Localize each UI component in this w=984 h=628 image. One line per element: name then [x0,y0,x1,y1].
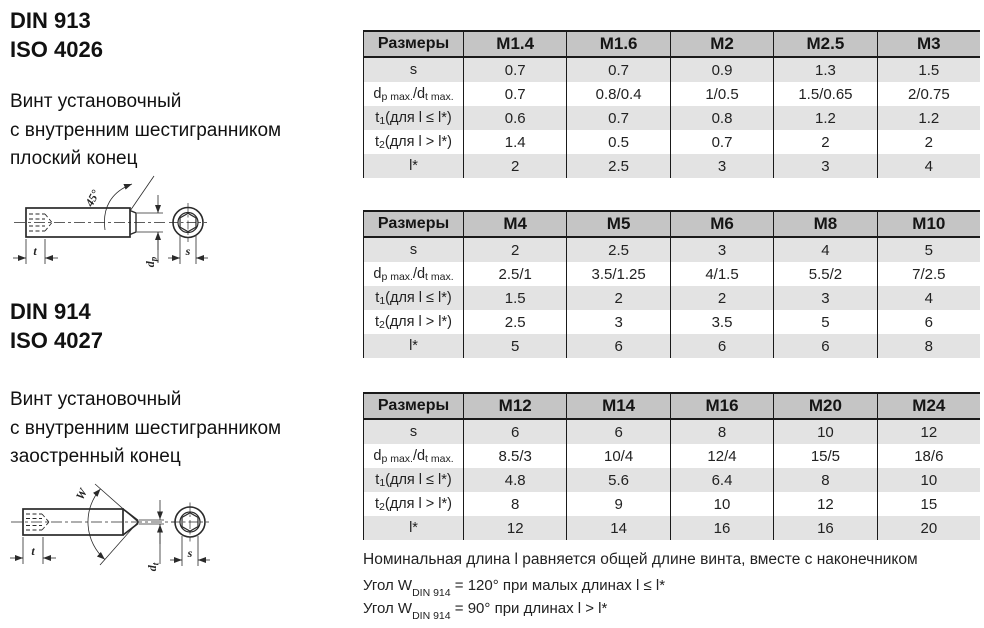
dimension-value: 1.5/0.65 [773,82,876,106]
dimension-value: 9 [566,492,669,516]
row-label [363,82,463,106]
table-row [363,262,980,286]
column-header: M12 [463,394,566,418]
label-subscript: 2 [379,500,385,513]
standard-line: ISO 4027 [10,328,103,353]
label-text: t [375,134,380,150]
label-text: s [409,424,418,440]
description-line: Винт установочный [10,91,182,112]
dimension-value: 3 [670,154,773,178]
standard-heading-din913 [10,6,103,64]
dimension-value: 6 [670,334,773,358]
column-header: M1.4 [463,32,566,56]
dimension-table-m12-m24 [363,392,980,540]
dimension-value: 2.5 [566,154,669,178]
dimension-table-m1.4-m3 [363,30,980,178]
dimension-value: 1.3 [773,58,876,82]
din914-cone-point-drawing [5,470,230,592]
dimension-value: 6 [566,334,669,358]
label-text: Угол W [363,577,413,594]
dimension-value: 5 [773,310,876,334]
label-subscript: t max. [425,452,454,465]
row-label [363,262,463,286]
dimension-value: 6 [566,420,669,444]
label-subscript: 2 [379,138,385,151]
label-text: t [375,496,380,512]
dimension-value: 2.5/1 [463,262,566,286]
dt-dim-label: $d_t$ [145,562,161,572]
dimension-value: 8 [773,468,876,492]
label-text: d [373,86,382,102]
standard-heading-din914 [10,297,103,355]
label-text: t [375,110,380,126]
dimension-value: 1.4 [463,130,566,154]
row-label [363,420,463,444]
row-label [363,310,463,334]
description-line: заостренный конец [10,446,181,467]
label-text: /d [412,266,426,282]
row-label [363,286,463,310]
dimension-value: 5 [877,238,980,262]
dimension-value: 16 [670,516,773,540]
label-text: (для l ≤ l*) [385,110,452,126]
dimension-value: 12 [773,492,876,516]
label-text: l* [409,338,418,354]
description-line: с внутренним шестигранником [10,417,282,439]
dimension-value: 15 [877,492,980,516]
label-text: d [373,266,382,282]
label-subscript: 2 [379,318,385,331]
dimension-value: 0.5 [566,130,669,154]
dimension-value: 8 [877,334,980,358]
t-dim-label: t [31,544,35,558]
label-text: t [375,314,380,330]
column-header: M24 [877,394,980,418]
dimension-value: 2.5 [566,238,669,262]
dimension-value: 1.2 [773,106,876,130]
label-subscript: 1 [379,294,386,307]
angle-note-120 [363,577,666,599]
dimension-value: 3 [566,310,669,334]
dimension-value: 1/0.5 [670,82,773,106]
dimension-value: 3 [670,238,773,262]
label-text: (для l ≤ l*) [385,290,452,306]
label-subscript: DIN 914 [412,587,451,599]
dimension-value: 4 [877,286,980,310]
table-row [363,238,980,262]
table-header-row [363,210,980,238]
dimension-value: 5.5/2 [773,262,876,286]
dimension-value: 16 [773,516,876,540]
label-text: s [409,62,418,78]
label-subscript: 1 [379,476,386,489]
table-row [363,468,980,492]
angle-note-90 [363,600,608,622]
description-din913 [10,88,281,174]
row-label [363,516,463,540]
label-subscript: t max. [425,90,454,103]
angle-w-label: W [72,486,91,503]
table-header-row [363,392,980,420]
column-header: M8 [773,212,876,236]
dimension-value: 10 [670,492,773,516]
table-row [363,82,980,106]
label-subscript: p max. [381,270,413,283]
dimension-value: 12 [463,516,566,540]
dp-dim-label: $d_p$ [143,256,159,268]
dimension-value: 6 [773,334,876,358]
end-view [171,503,209,542]
label-text: (для l > l*) [384,314,452,330]
label-text: = 120° при малых длинах l ≤ l* [450,577,666,594]
label-text: = 90° при длинах l > l* [450,600,608,617]
dimension-value: 0.7 [566,106,669,130]
dimension-value: 2 [463,154,566,178]
dimension-value: 0.9 [670,58,773,82]
column-header: M5 [566,212,669,236]
dimension-value: 2 [670,286,773,310]
dimension-value: 14 [566,516,669,540]
column-header: M2.5 [773,32,876,56]
dimension-value: 4 [773,238,876,262]
dimension-value: 8 [463,492,566,516]
dimension-value: 4 [877,154,980,178]
dimension-value: 8 [670,420,773,444]
dimension-value: 2 [877,130,980,154]
standard-line: ISO 4026 [10,37,103,62]
dimension-value: 6.4 [670,468,773,492]
standard-line: DIN 914 [10,299,91,324]
label-subscript: p max. [381,90,413,103]
s-dim-label: s [185,244,191,258]
standard-line: DIN 913 [10,8,91,33]
table-row [363,492,980,516]
table-row [363,516,980,540]
dimension-value: 1.5 [877,58,980,82]
table-row [363,130,980,154]
label-text: l* [409,520,418,536]
label-text: s [409,242,418,258]
crosshair-centerlines [171,503,209,542]
end-view [169,203,207,242]
dimension-value: 18/6 [877,444,980,468]
dimension-value: 6 [877,310,980,334]
dimension-value: 1.5 [463,286,566,310]
table-row [363,286,980,310]
column-header: M2 [670,32,773,56]
cone-angle-callout [88,484,138,565]
label-text: l* [409,158,418,174]
dimension-value: 10/4 [566,444,669,468]
dimension-value: 3.5/1.25 [566,262,669,286]
label-text: t [375,290,380,306]
table-corner-header: Размеры [363,32,463,56]
t-dim-label: t [33,244,37,258]
row-label [363,468,463,492]
table-row [363,420,980,444]
table-corner-header: Размеры [363,212,463,236]
dimension-value: 12/4 [670,444,773,468]
row-label [363,492,463,516]
dimension-value: 12 [877,420,980,444]
row-label [363,444,463,468]
dimension-value: 1.2 [877,106,980,130]
dimension-value: 3.5 [670,310,773,334]
dimension-value: 6 [463,420,566,444]
label-subscript: t max. [425,270,454,283]
column-header: M4 [463,212,566,236]
nominal-length-note: Номинальная длина l равняется общей длине винта, вместе с наконечником [363,551,918,568]
row-label [363,130,463,154]
row-label [363,154,463,178]
dimension-value: 0.7 [566,58,669,82]
row-label [363,58,463,82]
dimension-value: 2 [463,238,566,262]
label-text: /d [412,448,426,464]
dimension-value: 0.7 [670,130,773,154]
dimension-table-m4-m10 [363,210,980,358]
description-line: Винт установочный [10,389,182,410]
dimension-value: 0.7 [463,58,566,82]
dimension-value: 15/5 [773,444,876,468]
column-header: M1.6 [566,32,669,56]
label-subscript: p max. [381,452,413,465]
dimension-value: 0.8/0.4 [566,82,669,106]
dimension-value: 10 [877,468,980,492]
row-label [363,106,463,130]
column-header: M14 [566,394,669,418]
dt-dimension [139,500,164,564]
table-row [363,444,980,468]
column-header: M20 [773,394,876,418]
label-subscript: DIN 914 [412,610,451,622]
dimension-value: 0.8 [670,106,773,130]
dimension-value: 2 [773,130,876,154]
table-row [363,106,980,130]
dimension-value: 2/0.75 [877,82,980,106]
dimension-value: 2 [566,286,669,310]
table-row [363,58,980,82]
din913-flat-point-drawing [8,170,218,275]
angle-45-label: 45° [82,187,103,209]
label-text: (для l ≤ l*) [385,472,452,488]
description-line: плоский конец [10,148,138,169]
dp-dimension [137,195,163,263]
dimension-value: 3 [773,286,876,310]
description-din914 [10,386,281,472]
column-header: M3 [877,32,980,56]
label-text: d [373,448,382,464]
label-text: (для l > l*) [384,496,452,512]
dimension-value: 20 [877,516,980,540]
dimension-value: 4/1.5 [670,262,773,286]
dimension-value: 5.6 [566,468,669,492]
dimension-value: 5 [463,334,566,358]
column-header: M6 [670,212,773,236]
table-row [363,310,980,334]
label-subscript: 1 [379,114,386,127]
column-header: M10 [877,212,980,236]
label-text: (для l > l*) [384,134,452,150]
row-label [363,334,463,358]
s-dim-label: s [187,546,193,560]
row-label [363,238,463,262]
dimension-value: 7/2.5 [877,262,980,286]
dimension-value: 0.6 [463,106,566,130]
dimension-value: 8.5/3 [463,444,566,468]
table-row [363,334,980,358]
dimension-value: 2.5 [463,310,566,334]
table-header-row [363,30,980,58]
label-text: /d [412,86,426,102]
dimension-value: 10 [773,420,876,444]
column-header: M16 [670,394,773,418]
crosshair-centerlines [169,203,207,242]
dimension-value: 4.8 [463,468,566,492]
label-text: t [375,472,380,488]
table-row [363,154,980,178]
description-line: с внутренним шестигранником [10,119,282,141]
table-corner-header: Размеры [363,394,463,418]
dimension-value: 0.7 [463,82,566,106]
label-text: Угол W [363,600,413,617]
dimension-value: 3 [773,154,876,178]
